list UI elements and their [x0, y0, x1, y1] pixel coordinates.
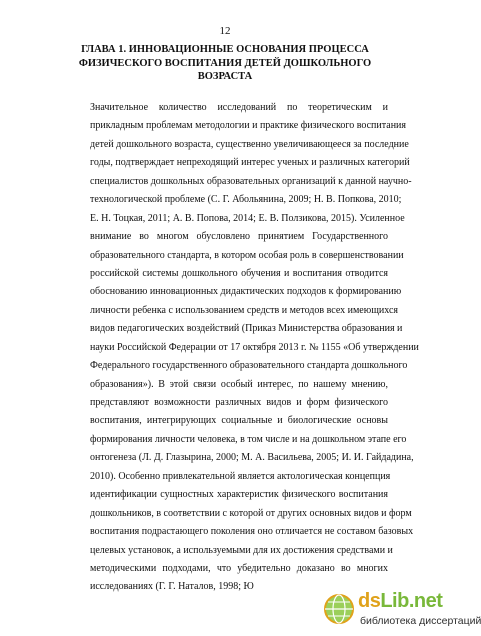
watermark-logo — [358, 590, 442, 612]
text-line: обоснованию инновационных дидактических подходов к формированию — [90, 286, 402, 298]
chapter-title-line: ВОЗРАСТА — [197, 71, 253, 82]
logo-lib: Lib.net — [380, 590, 443, 612]
text-line: целевых установок, а используемыми для их достижения средствами и — [90, 544, 393, 556]
text-line: специалистов дошкольных образовательных организаций к данной научно- — [90, 175, 412, 187]
text-line: представляют возможности различных видов и форм физического — [90, 397, 388, 408]
text-line: формирования личности человека, в том числе и на дошкольном этапе его — [90, 433, 407, 445]
text-line: образования»). В этой связи особый интерес, по нашему мнению, — [90, 378, 388, 390]
body-paragraph — [90, 99, 419, 597]
text-line: идентификации сущностных характеристик физического воспитания — [90, 489, 388, 501]
text-line: личности ребенка с использованием средств и методов всех имеющихся — [90, 304, 399, 316]
page-number: 12 — [219, 25, 231, 37]
text-line: воспитания подрастающего поколения оно отличается не составом базовых — [90, 526, 414, 538]
text-line: 2010). Особенно привлекательной является актологическая концепция — [90, 470, 391, 482]
text-line: дошкольников, в соответствии с которой от других основных видов и форм — [90, 507, 412, 519]
text-line: воспитания, интегрирующих социальные и биологические основы — [90, 415, 388, 427]
chapter-title-line: ФИЗИЧЕСКОГО ВОСПИТАНИЯ ДЕТЕЙ ДОШКОЛЬНОГО — [78, 57, 372, 69]
dslib-watermark[interactable] — [314, 582, 481, 636]
text-line: российской системы дошкольного обучения и воспитания отводится — [90, 267, 388, 279]
text-line: годы, подтверждает непреходящий интерес ученых и различных категорий — [90, 157, 410, 169]
text-line: Значительное количество исследований по теоретическим и — [90, 102, 388, 113]
text-line: Федерального государственного образовательного стандарта дошкольного — [90, 360, 408, 372]
text-line: образовательного стандарта, в котором особая роль в совершенствовании — [90, 249, 404, 261]
globe-icon — [322, 592, 356, 626]
text-line: видов педагогических воздействий (Приказ Министерства образования и — [90, 323, 403, 335]
chapter-title — [70, 43, 380, 84]
text-line: внимание во многом обусловлено принятием Государственного — [90, 231, 388, 243]
text-line: прикладным проблемам методологии и практике физического воспитания — [90, 120, 406, 132]
text-line: методическими подходами, что убедительно доказано во многих — [90, 562, 388, 574]
logo-ds: ds — [358, 590, 381, 612]
chapter-title-line: ГЛАВА 1. ИННОВАЦИОННЫЕ ОСНОВАНИЯ ПРОЦЕССА — [81, 44, 369, 55]
text-line: технологической проблеме (С. Г. Абольянина, 2009; Н. В. Попкова, 2010; — [90, 194, 402, 206]
text-line: науки Российской Федерации от 17 октября 2013 г. № 1155 «Об утверждении — [90, 341, 419, 353]
watermark-subtitle: библиотека диссертаций — [360, 615, 481, 627]
text-line: исследованиях (Г. Г. Наталов, 1998; Ю — [90, 581, 254, 593]
text-line: Е. Н. Тоцкая, 2011; А. В. Попова, 2014; Е. В. Ползикова, 2015). Усиленное — [90, 212, 405, 224]
text-line: онтогенеза (Л. Д. Глазырина, 2000; М. А. Васильева, 2005; И. И. Гайдадина, — [90, 452, 414, 464]
text-line: детей дошкольного возраста, существенно увеличивающееся за последние — [90, 138, 409, 150]
